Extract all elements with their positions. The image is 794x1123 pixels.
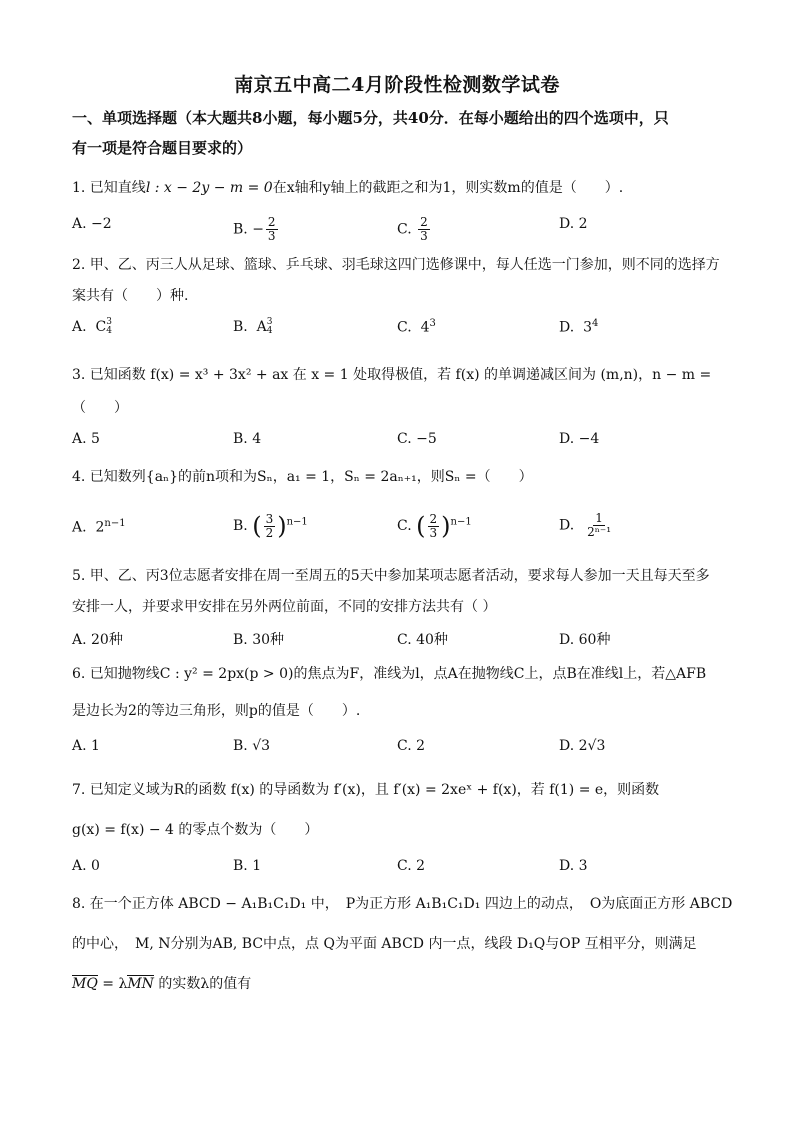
option-b[interactable]: B. 1 (233, 858, 262, 874)
left-paren: ( (416, 512, 426, 540)
option-c[interactable] (397, 216, 432, 243)
fraction-numerator: 1 (595, 511, 603, 525)
option-a[interactable] (72, 318, 112, 336)
question-6-line2: 是边长为2的等边三角形，则p的值是（ ）. (72, 703, 361, 719)
option-c-fraction (418, 216, 430, 243)
question-4-line1: 4. 已知数列{aₙ}的前n项和为Sₙ，a₁ = 1，Sₙ = 2aₙ₊₁，则Sₙ =（ ） (72, 469, 533, 485)
option-c-base: 4 (420, 319, 430, 336)
option-a-label: A. (72, 319, 87, 335)
question-5-options (72, 629, 724, 653)
page-title: 南京五中高二4月阶段性检测数学试卷 (234, 74, 560, 96)
question-6-line1: 6. 已知抛物线C : y² = 2px(p > 0)的焦点为F，准线为l，点A在抛物线C上，点B在准线l上，若△AFB (72, 666, 707, 682)
option-a[interactable]: A. 20种 (72, 632, 123, 648)
section-heading-line2: 有一项是符合题目要求的） (72, 139, 253, 157)
fraction-numerator: 2 (420, 215, 428, 229)
question-8-line2: 的中心， M, N分别为AB, BC中点，点 Q为平面 ABCD 内一点，线段 D₁Q与OP 互相平分，则满足 (72, 936, 697, 952)
question-1-suffix: 在x轴和y轴上的截距之和为1，则实数m的值是（ ）. (272, 180, 624, 196)
option-b[interactable] (233, 318, 273, 336)
fraction-denominator: 3 (267, 229, 276, 243)
option-d[interactable] (559, 512, 615, 539)
option-c[interactable] (397, 512, 472, 540)
question-5-line1: 5. 甲、乙、丙3位志愿者安排在周一至周五的5天中参加某项志愿者活动，要求每人参加一天且每天至多 (72, 568, 710, 584)
option-c[interactable]: C. 2 (397, 738, 426, 754)
option-a[interactable] (72, 518, 126, 536)
option-b-sup: 3 (266, 317, 273, 327)
question-3-options (72, 431, 724, 455)
question-6-options (72, 738, 724, 762)
question-2-line2: 案共有（ ）种. (72, 288, 189, 304)
option-c-label: C. (397, 518, 412, 534)
option-b-fraction (264, 513, 276, 540)
question-4-options (72, 512, 724, 548)
option-a[interactable]: A. 5 (72, 431, 100, 447)
option-c[interactable] (397, 318, 436, 336)
left-paren: ( (252, 512, 262, 540)
option-a-sub: 4 (106, 326, 112, 336)
option-a-base: C (95, 319, 107, 335)
equals-lambda: = λ (97, 976, 128, 992)
option-b-base: A (256, 319, 267, 335)
option-b[interactable] (233, 512, 308, 540)
option-a[interactable]: A. −2 (72, 216, 112, 232)
question-2-options (72, 318, 724, 342)
vector-mq: MQ (72, 976, 98, 992)
option-d[interactable] (559, 318, 598, 336)
vector-mn: MN (127, 976, 154, 992)
option-a-base: 2 (95, 519, 105, 536)
option-a-label: A. (72, 519, 87, 536)
right-paren: ) (277, 512, 287, 540)
option-d-base: 3 (583, 319, 593, 336)
option-b[interactable]: B. 4 (233, 431, 262, 447)
option-a-sup: 3 (106, 317, 112, 327)
fraction-numerator: 3 (265, 511, 274, 526)
option-d-label: D. (559, 319, 575, 336)
option-a-sup: n−1 (104, 518, 126, 529)
option-b[interactable]: B. 30种 (233, 632, 285, 648)
option-c-sup: n−1 (450, 516, 472, 528)
question-8-line3 (72, 974, 724, 994)
option-d[interactable]: D. 3 (559, 858, 588, 874)
question-3-line1: 3. 已知函数 f(x) = x³ + 3x² + ax 在 x = 1 处取得极值，若 f(x) 的单调递减区间为 (m,n)，n − m = (72, 367, 712, 383)
question-1-options (72, 215, 724, 243)
option-d[interactable]: D. 2√3 (559, 738, 606, 754)
option-b-label: B. (233, 319, 248, 335)
option-b-fraction (266, 216, 278, 243)
option-a[interactable]: A. 1 (72, 738, 100, 754)
option-d-fraction (585, 512, 613, 539)
fraction-numerator: 2 (267, 215, 276, 229)
question-8-tail: 的实数λ的值有 (153, 976, 252, 992)
question-7-options (72, 858, 724, 882)
option-c-sup: 3 (429, 318, 436, 329)
section-heading-line1: 一、单项选择题（本大题共8小题，每小题5分，共40分．在每小题给出的四个选项中，只 (72, 109, 669, 127)
option-b[interactable]: B. √3 (233, 738, 271, 754)
question-7-line1: 7. 已知定义域为R的函数 f(x) 的导函数为 f′(x)，且 f′(x) = 2xeˣ + f(x)，若 f(1) = e，则函数 (72, 782, 660, 798)
question-7-line2: g(x) = f(x) − 4 的零点个数为（ ） (72, 822, 319, 838)
option-c-fraction (428, 513, 440, 540)
question-1-prefix: 1. 已知直线 (72, 180, 146, 196)
fraction-numerator: 2 (429, 511, 438, 526)
question-1-math: l : x − 2y − m = 0 (145, 180, 273, 196)
option-d-sup: 4 (592, 318, 599, 329)
fraction-denominator: 3 (429, 525, 438, 540)
fraction-denominator: 2ⁿ⁻¹ (587, 525, 612, 539)
question-3-line2: （ ） (72, 400, 128, 416)
question-2-line1: 2. 甲、乙、丙三人从足球、篮球、乒乓球、羽毛球这四门选修课中，每人任选一门参加，则不同的选择方 (72, 257, 720, 273)
question-8-line1: 8. 在一个正方体 ABCD − A₁B₁C₁D₁ 中， P为正方形 A₁B₁C₁D₁ 四边上的动点， O为底面正方形 ABCD (72, 896, 733, 912)
option-c[interactable]: C. 2 (397, 858, 426, 874)
option-b-sup: n−1 (286, 516, 308, 528)
option-d[interactable]: D. 2 (559, 216, 588, 232)
option-d[interactable]: D. 60种 (559, 632, 611, 648)
fraction-denominator: 2 (265, 525, 274, 540)
option-c-label: C. (397, 221, 412, 238)
option-b-label: B. (233, 518, 248, 534)
option-d-label: D. (559, 517, 575, 534)
question-1 (72, 178, 724, 198)
option-b-label: B. − (233, 221, 264, 238)
option-b-sub: 4 (266, 326, 273, 336)
right-paren: ) (441, 512, 451, 540)
question-5-line2: 安排一人，并要求甲安排在另外两位前面，不同的安排方法共有（ ） (72, 599, 497, 615)
option-b[interactable] (233, 216, 280, 243)
option-a[interactable]: A. 0 (72, 858, 100, 874)
option-d[interactable]: D. −4 (559, 431, 600, 447)
fraction-denominator: 3 (420, 229, 428, 243)
option-c[interactable]: C. 40种 (397, 632, 448, 648)
option-c-label: C. (397, 319, 412, 336)
option-c[interactable]: C. −5 (397, 431, 437, 447)
